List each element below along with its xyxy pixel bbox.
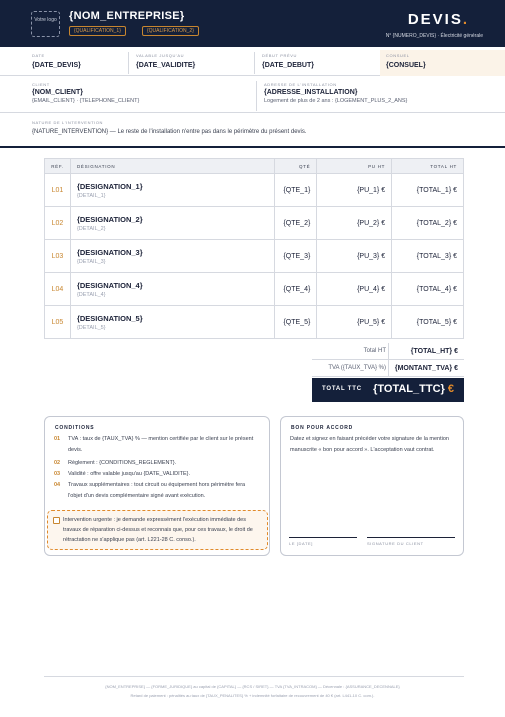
document-title-dot: . bbox=[462, 11, 469, 28]
client-name: {NOM_CLIENT} bbox=[32, 89, 83, 96]
row-ref: L05 bbox=[45, 306, 71, 339]
qualification-badge-1: {QUALIFICATION_1} bbox=[69, 26, 126, 36]
tva-row bbox=[312, 360, 464, 377]
meta-validite-label: VALABLE JUSQU'AU bbox=[136, 53, 185, 58]
total-ht-value: {TOTAL_HT} € bbox=[410, 348, 458, 355]
row-ref: L03 bbox=[45, 240, 71, 273]
total-ttc-amount: {TOTAL_TTC} bbox=[373, 383, 445, 395]
tva-label: TVA ({TAUX_TVA} %) bbox=[328, 365, 386, 371]
table-header-row bbox=[45, 159, 464, 174]
row-name: {DESIGNATION_1} bbox=[76, 181, 143, 191]
client-row bbox=[0, 79, 505, 113]
row-designation bbox=[70, 240, 274, 273]
footer-penalties: Retard de paiement : pénalités au taux de {TAUX_PENALITES} % + indemnité forfaitaire de recouvrement de 40 € (art. L441-10 C. com.). bbox=[130, 693, 375, 698]
table-row bbox=[45, 306, 464, 339]
divider bbox=[256, 81, 257, 111]
accord-text: Datez et signez en faisant précéder votre signature de la mention manuscrite « bon pour accord ». L'acceptation vaut contrat. bbox=[290, 436, 449, 453]
meta-date bbox=[26, 50, 128, 76]
row-ref: L04 bbox=[45, 273, 71, 306]
date-line bbox=[289, 537, 357, 538]
condition-text: TVA : taux de {TAUX_TVA} % — mention certifiée par le client sur le présent devis. bbox=[68, 436, 254, 453]
row-ref: L01 bbox=[45, 174, 71, 207]
nature-block bbox=[0, 117, 505, 143]
address-label: ADRESSE DE L'INSTALLATION bbox=[264, 82, 337, 87]
urgent-intervention-box bbox=[47, 510, 268, 550]
total-ht-label: Total HT bbox=[363, 348, 386, 354]
condition-text: Règlement : {CONDITIONS_REGLEMENT}. bbox=[68, 460, 177, 466]
total-ttc-currency: € bbox=[447, 383, 454, 395]
company-name: {NOM_ENTREPRISE} bbox=[69, 10, 185, 22]
date-label: LE [DATE] bbox=[289, 541, 313, 546]
conditions-title: CONDITIONS bbox=[55, 425, 95, 431]
client-label: CLIENT bbox=[32, 82, 50, 87]
nature-label: NATURE DE L'INTERVENTION bbox=[32, 120, 104, 125]
meta-debut bbox=[256, 50, 380, 76]
row-total: {TOTAL_1} € bbox=[392, 174, 464, 207]
row-qty: {QTE_4} bbox=[275, 273, 317, 306]
condition-text: Travaux supplémentaires : tout circuit ou équipement hors périmètre fera l'objet d'un devis complémentaire signé avant exécution. bbox=[68, 482, 246, 499]
divider bbox=[388, 360, 389, 377]
meta-consuel-value: {CONSUEL} bbox=[386, 62, 426, 69]
row-name: {DESIGNATION_5} bbox=[76, 313, 143, 323]
condition-number: 01 bbox=[54, 436, 61, 442]
row-qty: {QTE_1} bbox=[275, 174, 317, 207]
row-detail: {DETAIL_2} bbox=[76, 225, 106, 232]
row-name: {DESIGNATION_3} bbox=[76, 247, 143, 257]
row-name: {DESIGNATION_4} bbox=[76, 280, 143, 290]
row-designation bbox=[70, 174, 274, 207]
urgent-text: Intervention urgente : je demande expressément l'exécution immédiate des travaux de réparation ci-dessus et reconnais que, pour ces travaux, le droit de rétractation ne s'applique pas (art. L221-28 C. conso.). bbox=[63, 517, 253, 543]
condition-number: 03 bbox=[54, 471, 61, 477]
client-block bbox=[26, 79, 256, 113]
table-row bbox=[45, 174, 464, 207]
table-row bbox=[45, 207, 464, 240]
row-detail: {DETAIL_3} bbox=[76, 258, 106, 265]
row-qty: {QTE_3} bbox=[275, 240, 317, 273]
meta-validite-value: {DATE_VALIDITE} bbox=[136, 62, 196, 69]
meta-consuel-label: CONSUEL bbox=[386, 53, 410, 58]
document-number: N° {NUMERO_DEVIS} · Électricité générale bbox=[385, 33, 483, 39]
row-total: {TOTAL_2} € bbox=[392, 207, 464, 240]
condition-number: 04 bbox=[54, 482, 61, 488]
row-designation bbox=[70, 306, 274, 339]
section-divider bbox=[0, 146, 505, 148]
condition-text: Validité : offre valable jusqu'au {DATE_VALIDITE}. bbox=[68, 471, 191, 477]
row-total: {TOTAL_3} € bbox=[392, 240, 464, 273]
row-total: {TOTAL_5} € bbox=[392, 306, 464, 339]
meta-consuel bbox=[380, 50, 505, 76]
signature-line[interactable] bbox=[367, 537, 455, 538]
row-total: {TOTAL_4} € bbox=[392, 273, 464, 306]
urgent-checkbox[interactable] bbox=[53, 517, 60, 524]
row-qty: {QTE_5} bbox=[275, 306, 317, 339]
total-ttc-label: TOTAL TTC bbox=[322, 386, 362, 392]
header-ref: RÉF. bbox=[45, 159, 71, 174]
row-pu: {PU_2} € bbox=[317, 207, 392, 240]
row-detail: {DETAIL_4} bbox=[76, 291, 106, 298]
document-title-text: DEVIS bbox=[407, 11, 463, 28]
nature-text: {NATURE_INTERVENTION} — Le reste de l'installation n'entre pas dans le périmètre du présent devis. bbox=[32, 129, 307, 135]
accord-title: BON POUR ACCORD bbox=[291, 425, 354, 431]
row-qty: {QTE_2} bbox=[275, 207, 317, 240]
meta-date-label: DATE bbox=[32, 53, 45, 58]
items-table bbox=[44, 158, 464, 339]
logo-placeholder: Votre logo bbox=[31, 11, 60, 37]
header-qty: QTÉ bbox=[275, 159, 317, 174]
divider bbox=[128, 52, 129, 74]
divider bbox=[388, 343, 389, 360]
qualification-badge-2: {QUALIFICATION_2} bbox=[142, 26, 199, 36]
signature-label: SIGNATURE DU CLIENT bbox=[367, 541, 424, 546]
row-pu: {PU_4} € bbox=[317, 273, 392, 306]
meta-row bbox=[0, 50, 505, 76]
total-ht-row bbox=[312, 343, 464, 360]
table-row bbox=[45, 273, 464, 306]
address-value: {ADRESSE_INSTALLATION} bbox=[264, 89, 358, 96]
client-contact: {EMAIL_CLIENT} · {TELEPHONE_CLIENT} bbox=[32, 98, 140, 104]
divider bbox=[254, 52, 255, 74]
header-pu: PU HT bbox=[317, 159, 392, 174]
row-pu: {PU_1} € bbox=[317, 174, 392, 207]
row-detail: {DETAIL_5} bbox=[76, 324, 106, 331]
address-block bbox=[258, 79, 498, 113]
row-detail: {DETAIL_1} bbox=[76, 192, 106, 199]
header-designation: DÉSIGNATION bbox=[70, 159, 274, 174]
condition-number: 02 bbox=[54, 460, 61, 466]
meta-debut-label: DÉBUT PRÉVU bbox=[262, 53, 297, 58]
row-ref: L02 bbox=[45, 207, 71, 240]
total-ttc-value bbox=[373, 383, 454, 395]
row-pu: {PU_3} € bbox=[317, 240, 392, 273]
nature-cell bbox=[26, 117, 496, 143]
meta-debut-value: {DATE_DEBUT} bbox=[262, 62, 314, 69]
row-name: {DESIGNATION_2} bbox=[76, 214, 143, 224]
tva-value: {MONTANT_TVA} € bbox=[394, 365, 458, 372]
document-title bbox=[408, 11, 469, 28]
row-designation bbox=[70, 207, 274, 240]
footer-divider bbox=[44, 676, 464, 677]
table-row bbox=[45, 240, 464, 273]
housing-info: Logement de plus de 2 ans : {LOGEMENT_PLUS_2_ANS} bbox=[264, 98, 408, 104]
total-ttc-bar bbox=[312, 378, 464, 402]
meta-validite bbox=[130, 50, 254, 76]
row-designation bbox=[70, 273, 274, 306]
meta-date-value: {DATE_DEVIS} bbox=[32, 62, 81, 69]
header-total: TOTAL HT bbox=[392, 159, 464, 174]
header-bar bbox=[0, 0, 505, 47]
row-pu: {PU_5} € bbox=[317, 306, 392, 339]
footer-legal: {NOM_ENTREPRISE} — {FORME_JURIDIQUE} au capital de {CAPITAL} — {RCS / SIRET} — TVA {TVA_INTRACOM} — Décennale : {ASSURANCE_DECENNALE} bbox=[105, 684, 400, 689]
